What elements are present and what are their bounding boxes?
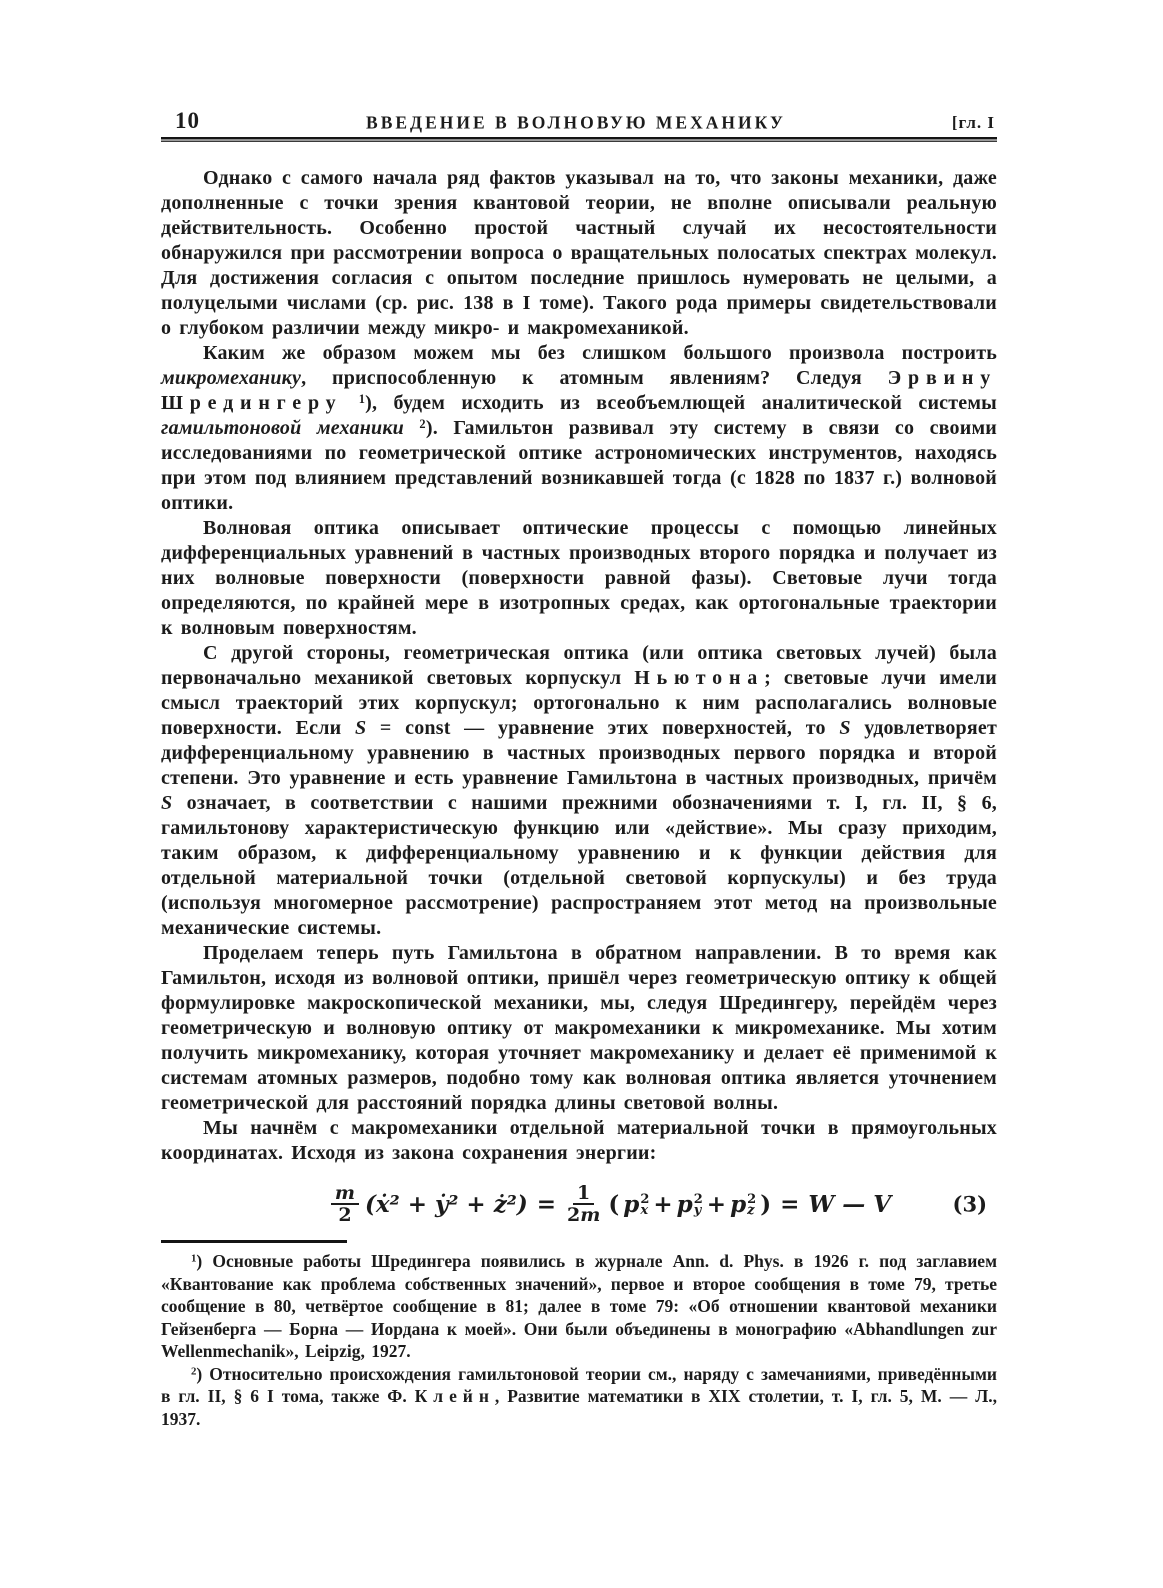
fraction-numerator: m [331, 1183, 359, 1205]
p-symbol: p [730, 1190, 747, 1218]
paragraph-2 [161, 341, 997, 516]
text-run: ). Гамильтон развивал эту систему в связи со своими исследованиями по геометрической оптике астрономических инструментов, находясь при этом под влиянием представлений возникавшей тогда (с 1828 по 1837 г.) волновой оптики. [161, 417, 997, 514]
close-paren: ) [760, 1190, 772, 1218]
text-run: Каким же образом можем мы без слишком большого произвола построить [203, 342, 997, 364]
fraction-m-over-2 [331, 1183, 359, 1225]
exponent: 2 [747, 1192, 757, 1207]
text-run: С другой стороны, геометрическая оптика (или оптика световых лучей) была первоначально механикой световых корпускул [161, 642, 997, 689]
book-page [161, 108, 997, 1430]
text-run [404, 417, 419, 439]
plus-sign: + [653, 1190, 673, 1218]
text-run [342, 392, 358, 414]
p-squared-y [677, 1191, 703, 1218]
p-squared-z [730, 1191, 756, 1218]
fraction-1-over-2m [565, 1183, 602, 1225]
footnote-marker: 1 [358, 391, 366, 406]
kinetic-term: (ẋ² + ẏ² + ż²) [365, 1190, 528, 1218]
equation-number: (3) [952, 1191, 987, 1217]
footnote-separator [161, 1240, 347, 1243]
paragraph-3 [161, 516, 997, 641]
footnote-marker: 2 [419, 416, 426, 431]
plus-sign: + [706, 1190, 727, 1218]
text-run: удовлетворяет дифференциальному уравнению в частных производных первого порядка и второй степени. Это уравнение и есть уравнение Гамильтона в частных производных, причём [161, 717, 997, 789]
running-header [161, 108, 997, 134]
sup-sub-stack [694, 1194, 703, 1216]
equals-sign: = [780, 1190, 800, 1218]
equals-sign: = [536, 1190, 556, 1218]
energy-terms: W — V [808, 1190, 892, 1218]
page-body [161, 166, 997, 1430]
page-number: 10 [175, 108, 200, 133]
footnote-marker: 2 [191, 1365, 197, 1378]
chapter-marker: [гл. I [951, 113, 995, 132]
text-run: ), будем исходить из всеобъемлющей аналитической системы [365, 392, 998, 414]
text-run: S [161, 792, 173, 814]
den-digit: 2 [567, 1204, 581, 1226]
subscript-x: x [640, 1203, 649, 1218]
fraction-denominator [565, 1205, 602, 1225]
text-run: Мы начнём с макромеханики отдельной материальной точки в прямоугольных координатах. Исходя из закона сохранения энергии: [161, 1117, 997, 1164]
footnote-marker: 1 [191, 1252, 197, 1265]
p-symbol: p [623, 1190, 640, 1218]
sup-sub-stack [747, 1194, 756, 1216]
text-run: , приспособленную к атомным явлениям? Следуя [301, 367, 888, 389]
footnotes [161, 1250, 997, 1430]
fraction-numerator: 1 [573, 1183, 594, 1205]
fraction-denominator: 2 [338, 1204, 352, 1226]
header-rule [161, 137, 997, 143]
paragraph-4 [161, 641, 997, 941]
text-run: , Развитие математики в XIX столетии, т. I, гл. 5, М. — Л., 1937. [161, 1386, 997, 1429]
text-run: = const — уравнение этих поверхностей, то [366, 717, 840, 739]
text-run: ) Основные работы Шредингера появились в журнале Ann. d. Phys. в 1926 г. под заглавием «Квантование как проблема собственных значений», первое и второе сообщения в томе 79, третье сообщение в 80, четвёртое сообщение в 81; далее в томе 79: «Об отношении квантовой механики Гейзенберга — Борна — Иордана к моей». Они были объединены в монографию «Abhandlungen zur Wellenmechanik», Leipzig, 1927. [161, 1251, 997, 1361]
paragraph-6 [161, 1116, 997, 1166]
paragraph-5 [161, 941, 997, 1116]
footnote-1 [161, 1250, 997, 1363]
text-run: Волновая оптика описывает оптические процессы с помощью линейных дифференциальных уравнений в частных производных второго порядка и получает из них волновые поверхности (поверхности равной фазы). Световые лучи тогда определяются, по крайней мере в изотропных средах, как ортогональные траектории к волновым поверхностям. [161, 517, 997, 639]
subscript-y: y [693, 1203, 702, 1218]
subscript-z: z [747, 1203, 755, 1218]
text-run: Проделаем теперь путь Гамильтона в обратном направлении. В то время как Гамильтон, исходя из волновой оптики, пришёл через геометрическую оптику к общей формулировке макроскопической механики, мы, следуя Шредингеру, перейдём через геометрическую и волновую оптику от макромеханики к микромеханике. Мы хотим получить микромеханику, которая уточняет макромеханику и делает её применимой к системам атомных размеров, подобно тому как волновая оптика является уточнением геометрической для расстояний порядка длины световой волны. [161, 942, 997, 1114]
text-run: Однако с самого начала ряд фактов указывал на то, что законы механики, даже дополненные с точки зрения квантовой теории, не вполне описывали реальную действительность. Особенно простой частный случай их несостоятельности обнаружился при рассмотрении вопроса о вращательных полосатых спектрах молекул. Для достижения согласия с опытом последние пришлось нумеровать не целыми, а полуцелыми числами (ср. рис. 138 в I томе). Такого рода примеры свидетельствовали о глубоком различии между микро- и макромеханикой. [161, 167, 997, 339]
p-squared-x [623, 1191, 649, 1218]
text-run: ; световые лучи имели смысл траекторий этих корпускул; ортогонально к ним располагались волновые поверхности. Если [161, 667, 997, 739]
exponent: 2 [640, 1192, 650, 1207]
text-run: ) Относительно происхождения гамильтоновой теории см., наряду с замечаниями, приведёнными в гл. II, § 6 I тома, также Ф. [161, 1363, 997, 1406]
exponent: 2 [693, 1192, 703, 1207]
footnote-2 [161, 1363, 997, 1431]
text-run: Эрвину Шредингеру [161, 367, 997, 414]
text-run: S [354, 717, 367, 739]
text-run: гамильтоновой механики [161, 417, 404, 439]
p-symbol: p [676, 1190, 693, 1218]
equation-row [161, 1178, 997, 1230]
text-run: Ньютона [634, 667, 765, 689]
open-paren: ( [608, 1190, 620, 1218]
running-title: ВВЕДЕНИЕ В ВОЛНОВУЮ МЕХАНИКУ [366, 111, 786, 133]
paragraph-1 [161, 166, 997, 341]
text-run: Клейн [414, 1386, 495, 1406]
sup-sub-stack [640, 1194, 649, 1216]
text-run: означает, в соответствии с нашими прежними обозначениями т. I, гл. II, § 6, гамильтонову характеристическую функцию или «действие». Мы сразу приходим, таким образом, к дифференциальному уравнению и к функции действия для отдельной материальной точки (отдельной световой корпускулы) и без труда (используя многомерное рассмотрение) распространяем этот метод на произвольные механические системы. [161, 792, 997, 939]
equation-3 [328, 1183, 894, 1225]
text-run: S [839, 717, 851, 739]
text-run: микромеханику [161, 367, 302, 389]
den-mass: m [580, 1204, 601, 1226]
